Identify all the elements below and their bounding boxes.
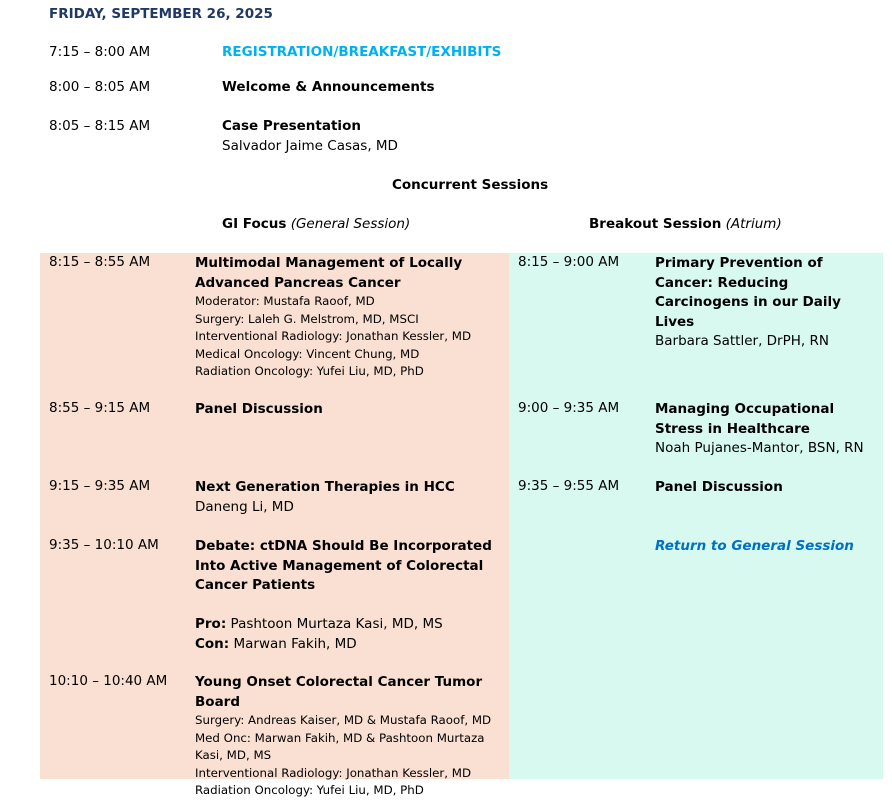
session-detail: Surgery: Laleh G. Melstrom, MD, MSCI bbox=[195, 311, 419, 326]
time-welcome: 8:00 – 8:05 AM bbox=[49, 79, 151, 95]
session-title: Multimodal Management of Locally Advanced Pancreas Cancer bbox=[195, 255, 463, 291]
session-detail: Interventional Radiology: Jonathan Kessler, MD bbox=[195, 765, 472, 780]
session-detail: Radiation Oncology: Yufei Liu, MD, PhD bbox=[195, 783, 424, 797]
pro-speaker: Pashtoon Murtaza Kasi, MD, MS bbox=[230, 616, 443, 632]
welcome-title: Welcome & Announcements bbox=[222, 79, 435, 95]
session-title: Debate: ctDNA Should Be Incorporated Into Active Management of Colorectal Cancer Patients bbox=[195, 538, 492, 593]
case-presentation-speaker: Salvador Jaime Casas, MD bbox=[222, 138, 398, 154]
session-time: 9:35 – 10:10 AM bbox=[49, 537, 159, 553]
session-speaker: Noah Pujanes-Mantor, BSN, RN bbox=[655, 440, 864, 456]
session-time: 8:15 – 9:00 AM bbox=[518, 254, 620, 270]
session-debate bbox=[195, 537, 505, 654]
session-speaker: Barbara Sattler, DrPH, RN bbox=[655, 333, 829, 349]
session-time: 10:10 – 10:40 AM bbox=[49, 673, 168, 689]
session-title: Panel Discussion bbox=[195, 401, 323, 417]
session-detail: Radiation Oncology: Yufei Liu, MD, PhD bbox=[195, 364, 424, 378]
breakout-title: Breakout Session bbox=[589, 216, 722, 232]
session-prevention bbox=[655, 254, 880, 352]
gi-focus-location: (General Session) bbox=[290, 216, 411, 232]
gi-focus-title: GI Focus bbox=[222, 216, 287, 232]
debate-con bbox=[195, 635, 505, 655]
registration-title: REGISTRATION/BREAKFAST/EXHIBITS bbox=[222, 44, 502, 60]
session-pancreas bbox=[195, 254, 505, 381]
session-detail: Med Onc: Marwan Fakih, MD & Pashtoon Murtaza Kasi, MD, MS bbox=[195, 730, 485, 762]
session-title: Young Onset Colorectal Cancer Tumor Board bbox=[195, 674, 483, 710]
time-case-presentation: 8:05 – 8:15 AM bbox=[49, 118, 151, 134]
session-title: Managing Occupational Stress in Healthcare bbox=[655, 401, 835, 437]
session-title: Next Generation Therapies in HCC bbox=[195, 479, 455, 495]
concurrent-sessions-heading: Concurrent Sessions bbox=[392, 177, 549, 193]
breakout-location: (Atrium) bbox=[725, 216, 782, 232]
session-stress bbox=[655, 400, 880, 459]
gi-focus-heading bbox=[222, 216, 410, 232]
debate-pro bbox=[195, 615, 505, 635]
con-speaker: Marwan Fakih, MD bbox=[233, 635, 357, 652]
session-detail: Medical Oncology: Vincent Chung, MD bbox=[195, 346, 420, 361]
pro-label: Pro: bbox=[195, 616, 227, 632]
session-speaker: Daneng Li, MD bbox=[195, 498, 294, 515]
time-registration: 7:15 – 8:00 AM bbox=[49, 44, 151, 60]
session-tumor-board bbox=[195, 673, 505, 800]
con-label: Con: bbox=[195, 635, 230, 652]
case-presentation-title: Case Presentation bbox=[222, 118, 361, 134]
session-detail: Interventional Radiology: Jonathan Kessler, MD bbox=[195, 329, 472, 343]
session-title: Panel Discussion bbox=[655, 479, 783, 495]
session-time: 9:00 – 9:35 AM bbox=[518, 400, 620, 416]
schedule-date: FRIDAY, SEPTEMBER 26, 2025 bbox=[49, 6, 273, 22]
breakout-heading bbox=[589, 216, 782, 232]
session-time: 9:15 – 9:35 AM bbox=[49, 478, 151, 494]
session-title: Primary Prevention of Cancer: Reducing Carcinogens in our Daily Lives bbox=[655, 255, 841, 330]
session-time: 8:55 – 9:15 AM bbox=[49, 400, 151, 416]
return-to-general-session-link[interactable]: Return to General Session bbox=[655, 538, 854, 554]
session-hcc bbox=[195, 478, 505, 517]
session-detail: Surgery: Andreas Kaiser, MD & Mustafa Raoof, MD bbox=[195, 713, 492, 727]
session-time: 9:35 – 9:55 AM bbox=[518, 478, 620, 494]
session-time: 8:15 – 8:55 AM bbox=[49, 254, 151, 270]
session-detail: Moderator: Mustafa Raoof, MD bbox=[195, 294, 375, 308]
